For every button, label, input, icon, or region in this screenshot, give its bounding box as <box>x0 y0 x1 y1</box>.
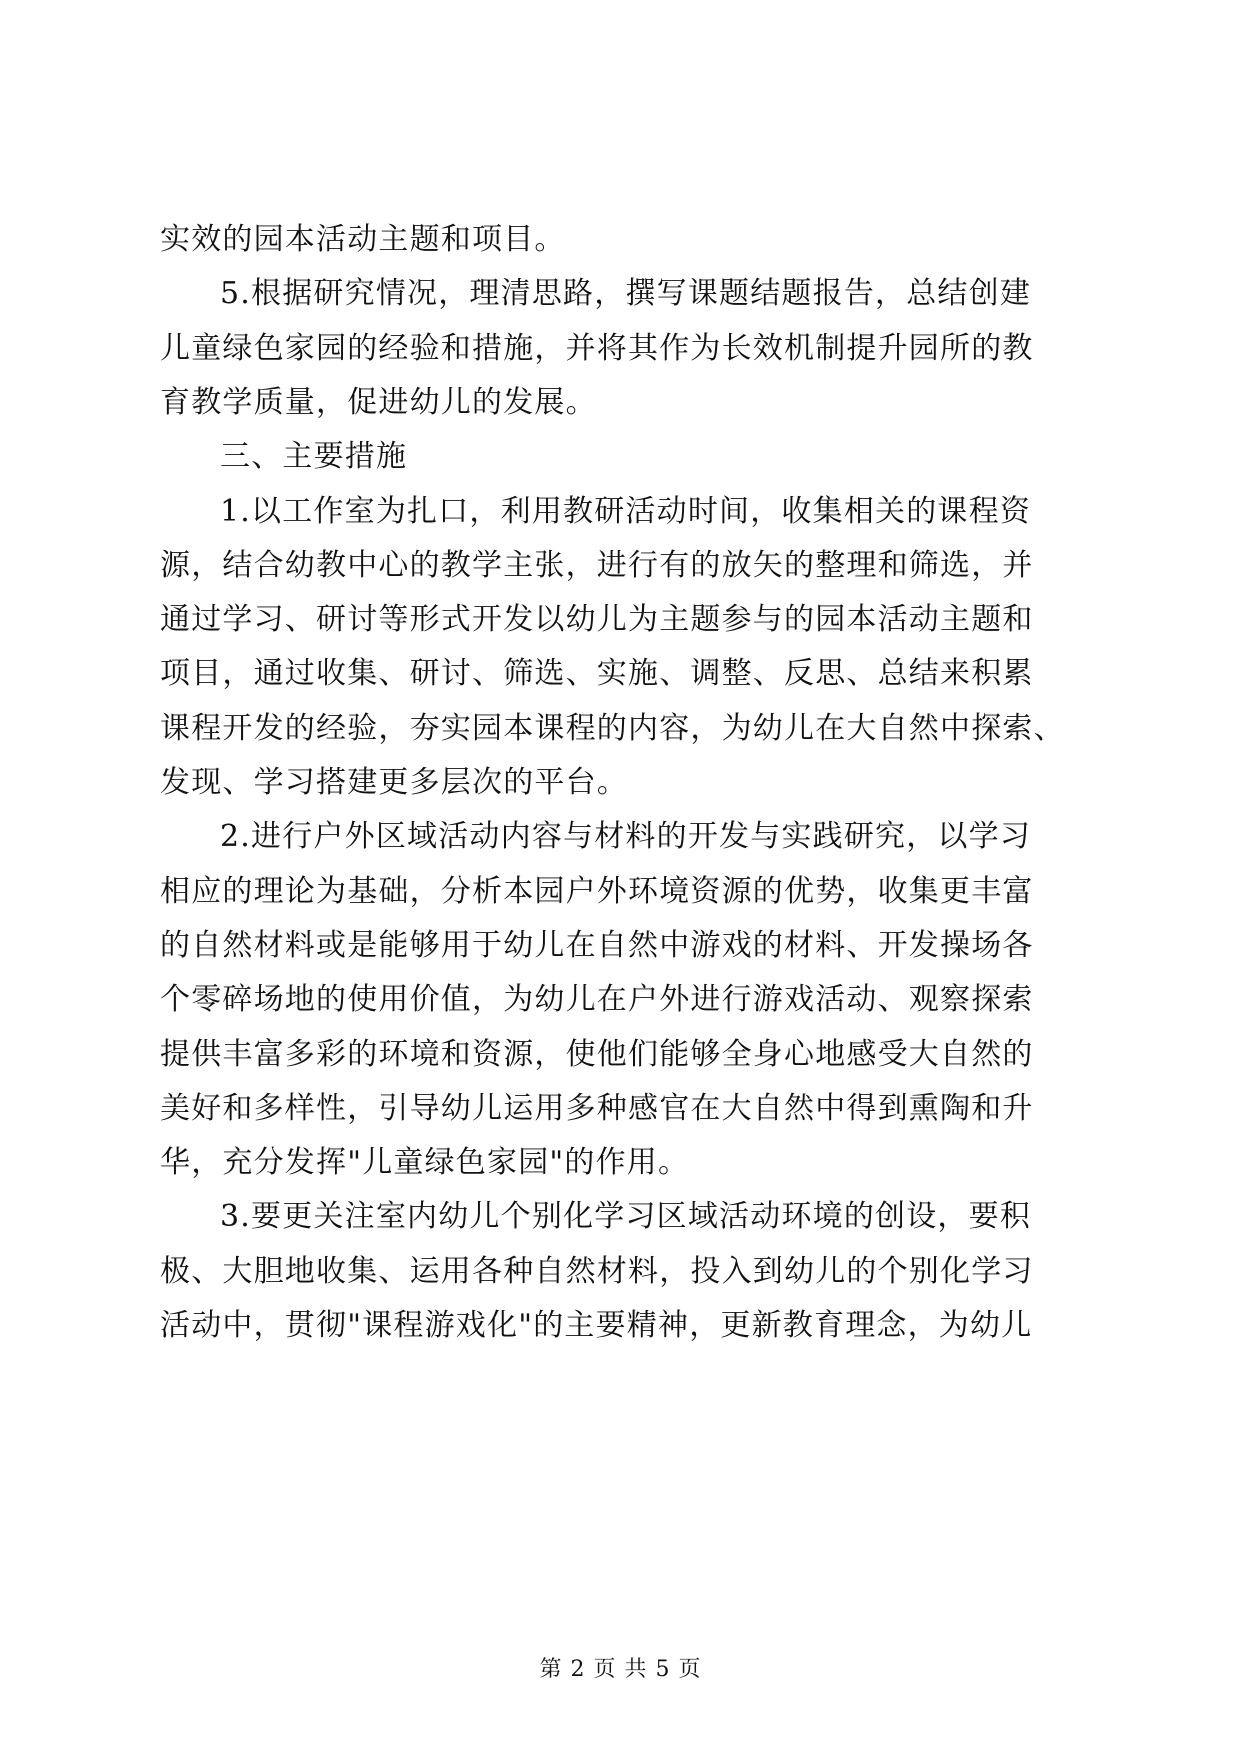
text-line: 活动中，贯彻"课程游戏化"的主要精神，更新教育理念，为幼儿 <box>160 1308 1033 1343</box>
page-footer <box>0 1656 1241 1684</box>
text-line: 华，充分发挥"儿童绿色家园"的作用。 <box>160 1145 690 1180</box>
text-line: 3.要更关注室内幼儿个别化学习区域活动环境的创设，要积 <box>220 1199 1032 1234</box>
text-line: 的自然材料或是能够用于幼儿在自然中游戏的材料、开发操场各 <box>160 928 1034 963</box>
text-line: 个零碎场地的使用价值，为幼儿在户外进行游戏活动、观察探索 <box>160 982 1034 1017</box>
page-number-label: 第 2 页 共 5 页 <box>539 1657 702 1682</box>
text-line: 项目，通过收集、研讨、筛选、实施、调整、反思、总结来积累 <box>160 656 1034 691</box>
section-heading: 三、主要措施 <box>220 439 408 474</box>
text-line: 发现、学习搭建更多层次的平台。 <box>160 765 628 800</box>
text-line: 5.根据研究情况，理清思路，撰写课题结题报告，总结创建 <box>220 276 1032 311</box>
text-line: 育教学质量，促进幼儿的发展。 <box>160 385 597 420</box>
text-line: 美好和多样性，引导幼儿运用多种感官在大自然中得到熏陶和升 <box>160 1091 1034 1126</box>
text-line: 通过学习、研讨等形式开发以幼儿为主题参与的园本活动主题和 <box>160 602 1034 637</box>
text-line: 儿童绿色家园的经验和措施，并将其作为长效机制提升园所的教 <box>160 331 1034 366</box>
text-line: 源，结合幼教中心的教学主张，进行有的放矢的整理和筛选，并 <box>160 548 1034 583</box>
text-line: 2.进行户外区域活动内容与材料的开发与实践研究，以学习 <box>220 819 1032 854</box>
text-line: 提供丰富多彩的环境和资源，使他们能够全身心地感受大自然的 <box>160 1037 1034 1072</box>
text-line: 相应的理论为基础，分析本园户外环境资源的优势，收集更丰富 <box>160 874 1034 909</box>
text-line: 实效的园本活动主题和项目。 <box>160 222 566 257</box>
text-line: 极、大胆地收集、运用各种自然材料，投入到幼儿的个别化学习 <box>160 1254 1034 1289</box>
text-line: 课程开发的经验，夯实园本课程的内容，为幼儿在大自然中探索、 <box>160 711 1065 746</box>
text-line: 1.以工作室为扎口，利用教研活动时间，收集相关的课程资 <box>220 494 1032 529</box>
